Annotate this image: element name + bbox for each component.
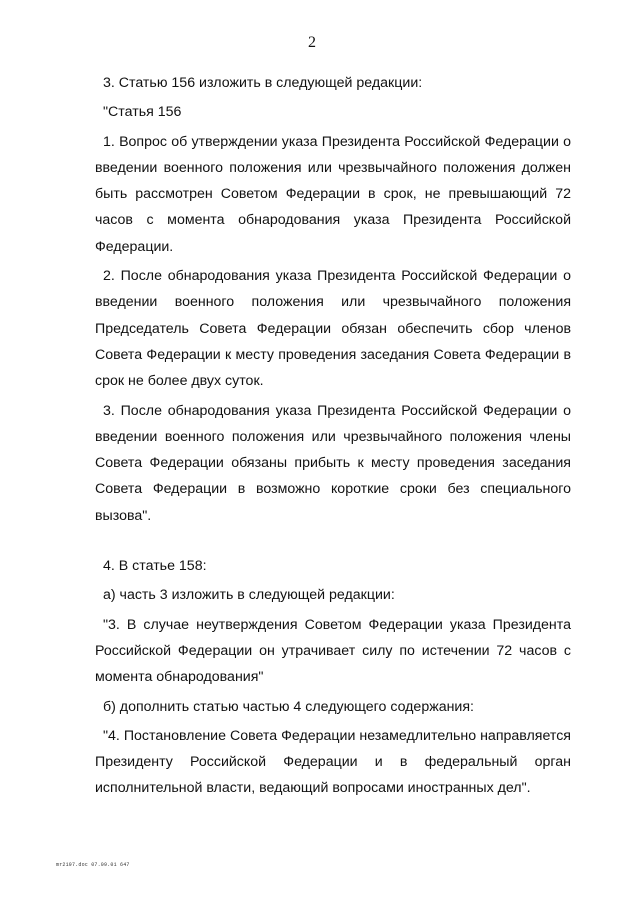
paragraph-article-158-part-3: "3. В случае неутверждения Советом Федерации указа Президента Российской Федерации он утрачивает силу по истечении 72 часов с момента обнародования" xyxy=(95,616,571,686)
document-body xyxy=(95,70,571,802)
paragraph-article-158-item-a: а) часть 3 изложить в следующей редакции: xyxy=(103,587,395,604)
paragraph-article-158-part-4: "4. Постановление Совета Федерации незамедлительно направляется Президенту Российской Федерации и в федеральный орган исполнительной власти, ведающий вопросами иностранных дел". xyxy=(95,727,571,797)
paragraph-article-158-heading: 4. В статье 158: xyxy=(103,558,207,575)
paragraph-article-156-part-2: 2. После обнародования указа Президента Российской Федерации о введении военного положения или чрезвычайного положения Председатель Совета Федерации обязан обеспечить сбор членов Совета Федерации к месту проведения заседания Совета Федерации в срок не более двух суток. xyxy=(95,268,571,390)
paragraph-article-156-heading: 3. Статью 156 изложить в следующей редакции: xyxy=(103,75,423,91)
document-footer-code: mr2197.doc 07.09.01 647 xyxy=(56,862,130,868)
paragraph-article-156-part-1: 1. Вопрос об утверждении указа Президента Российской Федерации о введении военного положения или чрезвычайного положения должен быть рассмотрен Советом Федерации в срок, не превышающий 72 часов с момента обнародования указа Президента Российской Федерации. xyxy=(95,133,571,255)
page-number: 2 xyxy=(308,34,316,51)
paragraph-article-156-title: "Статья 156 xyxy=(103,104,182,121)
paragraph-article-158-item-b: б) дополнить статью частью 4 следующего содержания: xyxy=(103,698,474,715)
paragraph-article-156-part-3: 3. После обнародования указа Президента Российской Федерации о введении военного положения или чрезвычайного положения члены Совета Федерации обязаны прибыть к месту проведения заседания Совета Федерации в возможно короткие сроки без специального вызова". xyxy=(95,402,571,524)
